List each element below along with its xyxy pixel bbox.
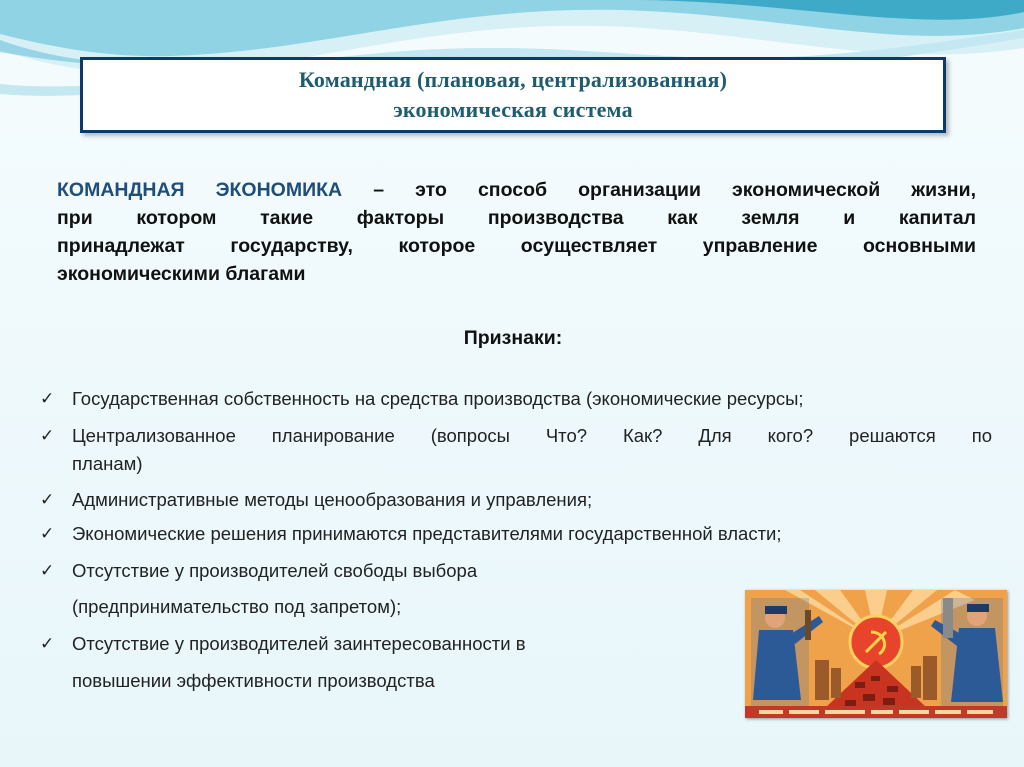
definition-line-1	[57, 176, 976, 204]
signs-heading-text: Признаки:	[463, 327, 563, 349]
checkmark-icon: ✓	[40, 490, 55, 509]
slide-title-line-2: экономическая система	[393, 97, 633, 122]
definition-line-2: при котором такие факторы производства как земля и капитал	[57, 207, 976, 229]
checkmark-icon: ✓	[40, 426, 55, 445]
slide-title-box	[80, 57, 946, 133]
signs-heading	[0, 327, 1024, 350]
list-item-text: Централизованное планирование (вопросы Что? Как? Для кого? решаются по	[72, 425, 992, 446]
slide-title-line-1: Командная (плановая, централизованная)	[298, 67, 728, 92]
checkmark-icon: ✓	[40, 561, 55, 580]
checkmark-icon: ✓	[40, 634, 55, 653]
soviet-industrial-poster-image	[745, 590, 1007, 718]
list-item-text: Отсутствие у производителей заинтересованности в	[72, 633, 526, 654]
list-item-text: Государственная собственность на средства производства (экономические ресурсы;	[72, 388, 804, 409]
definition-line-3: принадлежат государству, которое осуществляет управление основными	[57, 235, 976, 257]
definition-paragraph	[57, 176, 976, 288]
list-item-text-continued: повышении эффективности производства	[72, 670, 435, 691]
definition-line-4: экономическими благами	[57, 263, 306, 285]
list-item-text: Экономические решения принимаются представителями государственной власти;	[72, 523, 782, 544]
checkmark-icon: ✓	[40, 524, 55, 543]
list-item-text-continued: планам)	[72, 453, 143, 474]
list-item-text-continued: (предпринимательство под запретом);	[72, 596, 402, 617]
list-item	[0, 421, 1024, 481]
checkmark-icon: ✓	[40, 389, 55, 408]
definition-term: КОМАНДНАЯ ЭКОНОМИКА	[57, 179, 343, 201]
list-item-text: Административные методы ценообразования и управления;	[72, 489, 593, 510]
definition-line-1-rest: – это способ организации экономической жизни,	[342, 179, 976, 201]
list-item-text: Отсутствие у производителей свободы выбора	[72, 560, 478, 581]
